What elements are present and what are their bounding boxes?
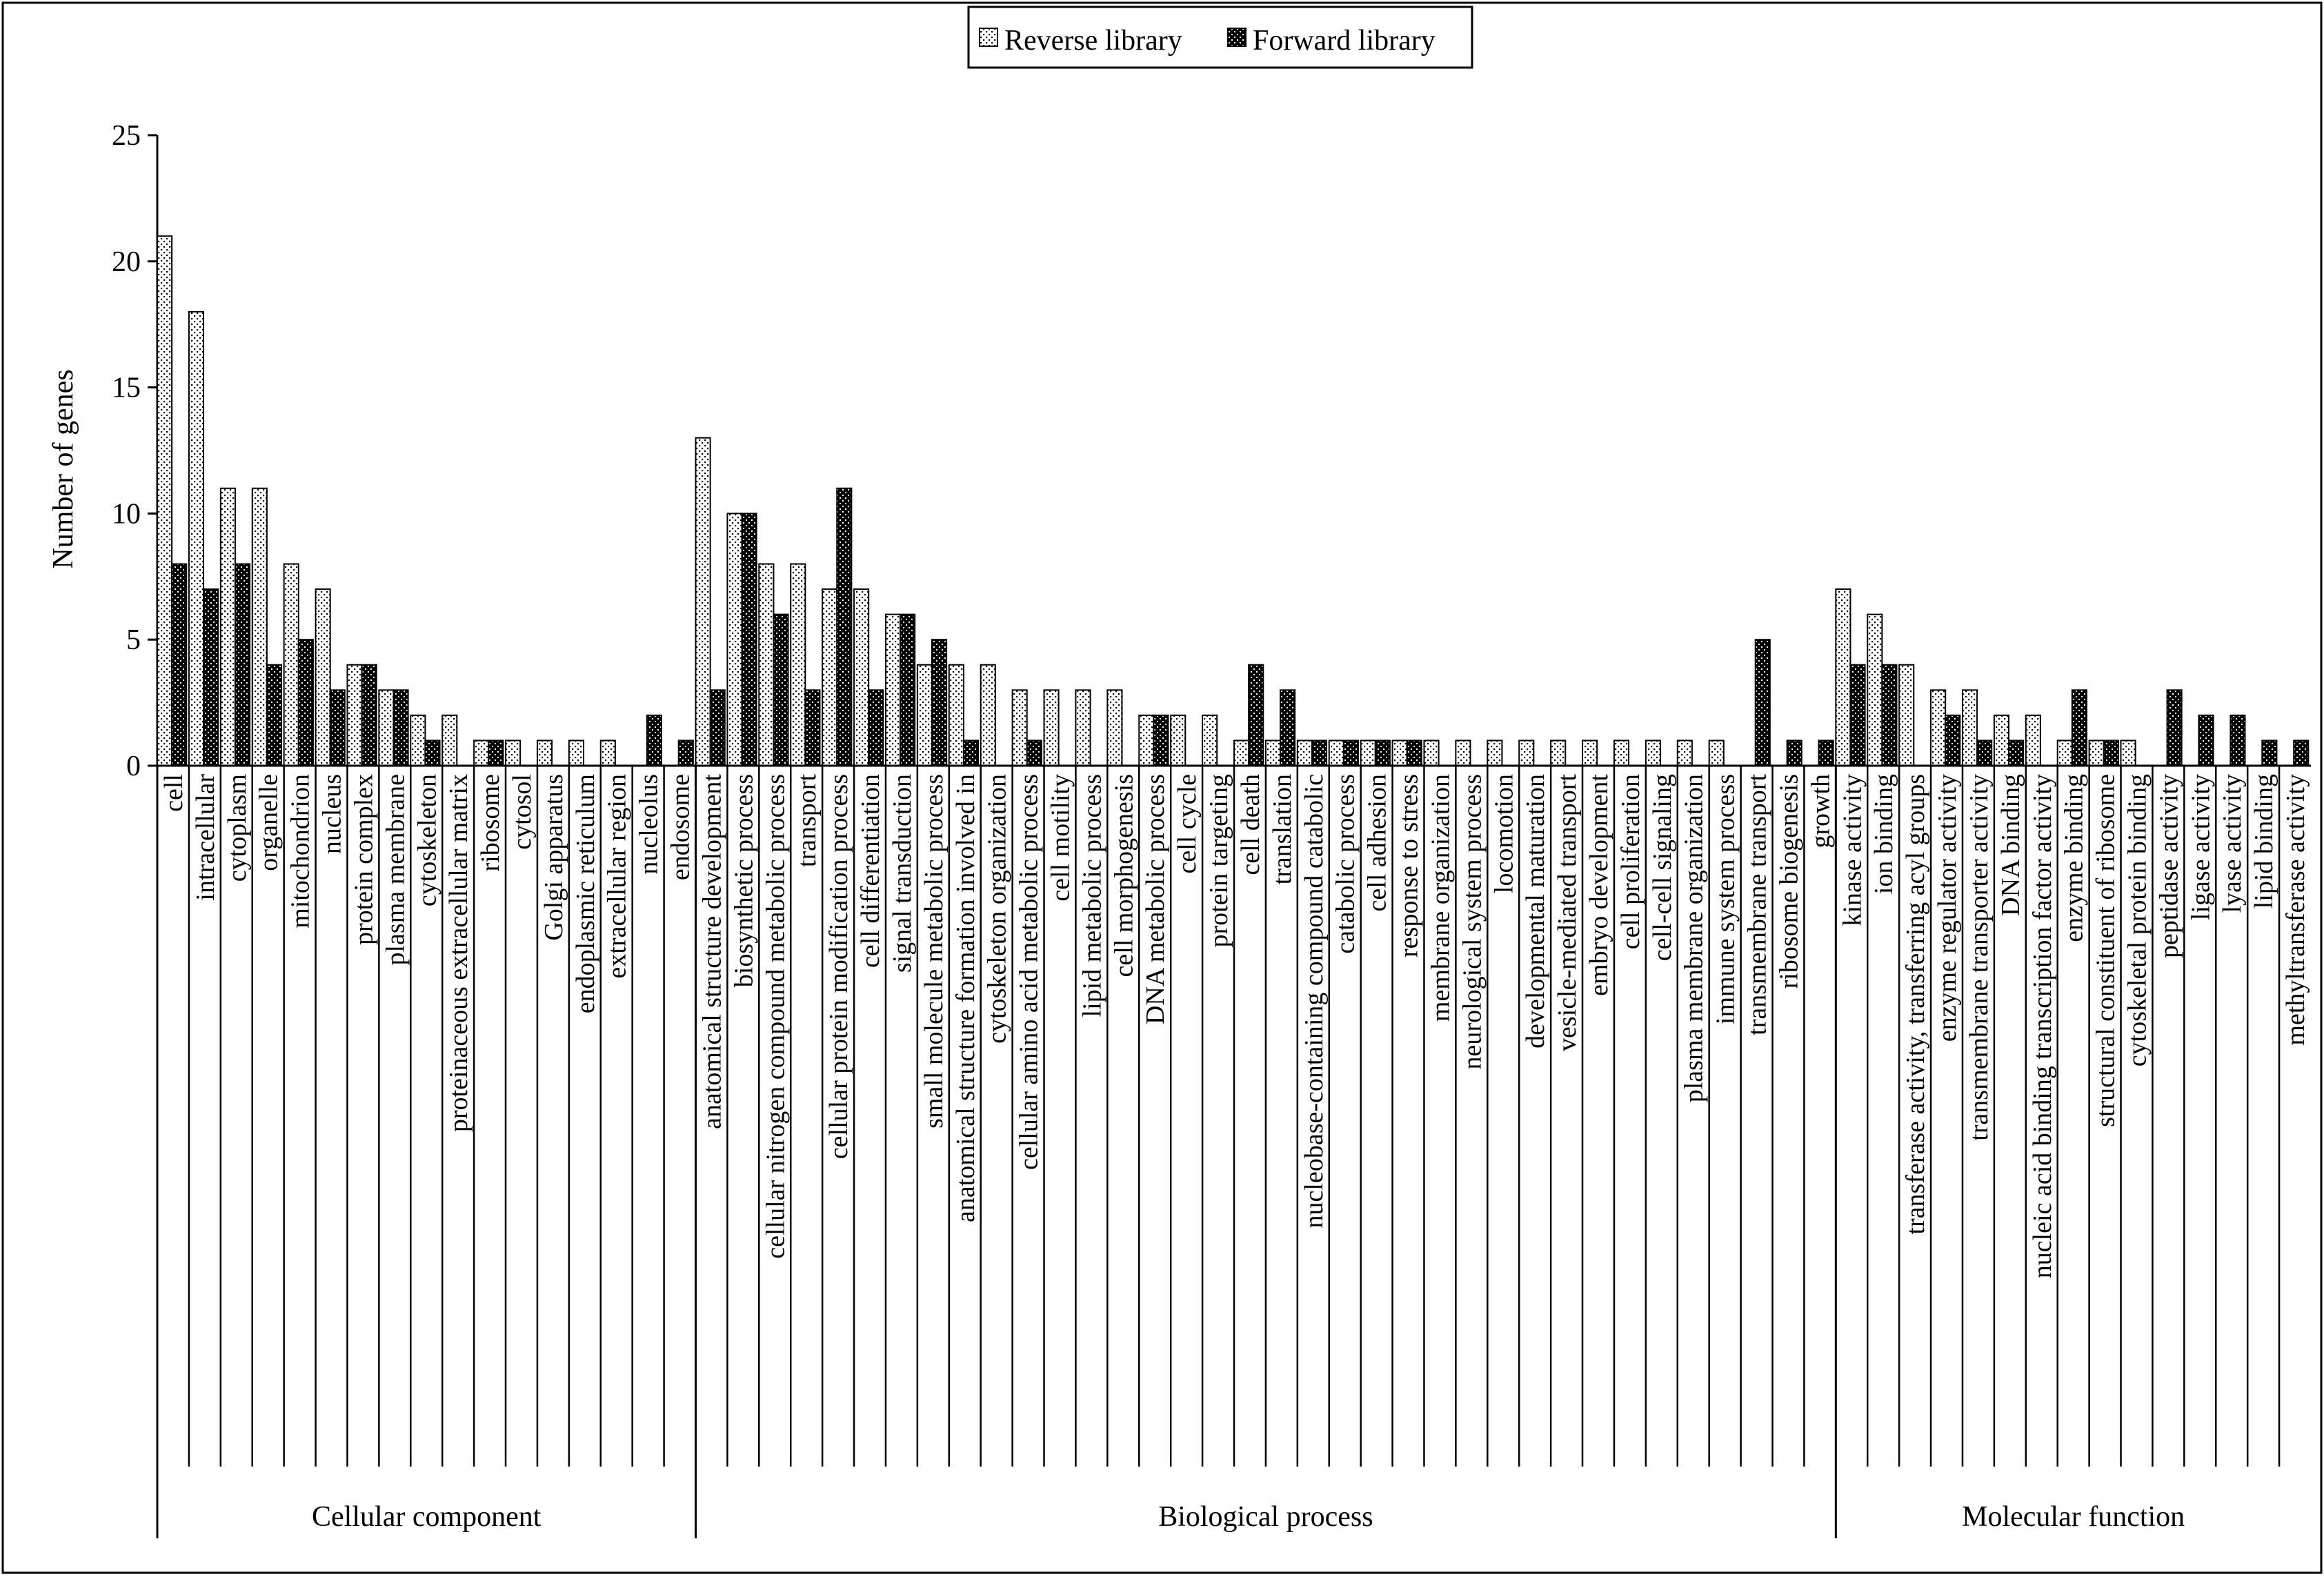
bar-reverse [1171, 715, 1185, 766]
legend-swatch-forward [1228, 28, 1246, 46]
category-label: cell-cell signaling [1647, 774, 1677, 962]
category-label: Golgi apparatus [539, 774, 568, 941]
category-label: organelle [254, 774, 284, 871]
bar-reverse [601, 740, 615, 766]
bar-reverse [791, 564, 805, 766]
bar-forward [362, 665, 377, 766]
bar-forward [1280, 690, 1295, 766]
bar-reverse [854, 589, 868, 766]
bar-forward [2262, 740, 2276, 766]
bar-reverse [1329, 740, 1344, 766]
category-label: cytoskeletal protein binding [2123, 774, 2152, 1067]
bar-reverse [347, 665, 361, 766]
y-tick-label: 25 [112, 120, 141, 152]
category-label: cytosol [507, 774, 537, 850]
category-label: growth [1806, 774, 1836, 848]
category-label: methyltransferase activity [2281, 774, 2311, 1046]
bar-forward [900, 615, 915, 766]
category-label: cell motility [1046, 774, 1075, 902]
category-label: cellular amino acid metabolic process [1014, 774, 1044, 1170]
category-label: lipid metabolic process [1077, 774, 1107, 1017]
category-label: DNA metabolic process [1141, 774, 1171, 1025]
bar-forward [172, 564, 186, 766]
bars [157, 236, 2308, 766]
category-label: proteinaceous extracellular matrix [444, 774, 474, 1133]
bar-forward [1312, 740, 1327, 766]
category-label: anatomical structure formation involved in [951, 774, 980, 1223]
bar-forward [868, 690, 883, 766]
legend-label-reverse: Reverse library [1004, 25, 1182, 57]
category-label: enzyme binding [2059, 774, 2089, 942]
bar-forward [964, 740, 978, 766]
bar-forward [1407, 740, 1422, 766]
category-label: cellular protein modification process [824, 774, 854, 1160]
bar-forward [711, 690, 725, 766]
bar-reverse [1202, 715, 1217, 766]
bar-reverse [822, 589, 837, 766]
bar-forward [1977, 740, 1992, 766]
bar-forward [235, 564, 250, 766]
category-label: protein complex [349, 774, 379, 945]
category-label: neurological system process [1458, 774, 1487, 1070]
category-label: anatomical structure development [697, 774, 727, 1129]
bar-forward [2009, 740, 2023, 766]
bar-forward [1344, 740, 1358, 766]
category-label: translation [1267, 774, 1297, 885]
bar-forward [1153, 715, 1168, 766]
bar-forward [1882, 665, 1896, 766]
category-label: transport [793, 774, 822, 868]
bar-reverse [1867, 615, 1882, 766]
y-tick-label: 15 [112, 372, 141, 404]
bar-reverse [2121, 740, 2136, 766]
bar-reverse [2026, 715, 2040, 766]
bar-reverse [189, 312, 203, 766]
category-label: cell proliferation [1616, 774, 1645, 950]
bar-reverse [696, 438, 711, 766]
category-label: nucleolus [634, 774, 664, 875]
category-label: cellular nitrogen compound metabolic process [761, 774, 791, 1259]
category-label: ion binding [1869, 774, 1899, 895]
bar-forward [2230, 715, 2245, 766]
bar-reverse [759, 564, 773, 766]
bar-forward [394, 690, 408, 766]
bar-reverse [1393, 740, 1407, 766]
category-label: ligase activity [2186, 774, 2216, 921]
bar-forward [837, 488, 851, 766]
bar-forward [1787, 740, 1802, 766]
category-label: endoplasmic reticulum [570, 774, 600, 1014]
category-label: peptidase activity [2154, 774, 2184, 958]
bar-forward [742, 513, 757, 766]
bar-reverse [1487, 740, 1502, 766]
bar-forward [299, 639, 313, 766]
bar-reverse [284, 564, 299, 766]
category-label: extracellular region [602, 774, 632, 979]
category-label: immune system process [1711, 774, 1740, 1025]
bar-reverse [1519, 740, 1533, 766]
legend-swatch-reverse [980, 28, 997, 46]
bar-reverse [1266, 740, 1280, 766]
category-label: ribosome biogenesis [1774, 774, 1804, 989]
bar-reverse [1582, 740, 1597, 766]
category-label: protein targeting [1204, 774, 1234, 948]
bar-reverse [1424, 740, 1438, 766]
y-axis [112, 120, 157, 1538]
bar-forward [2198, 715, 2213, 766]
bar-reverse [157, 236, 172, 766]
bar-reverse [1298, 740, 1312, 766]
bar-forward [2104, 740, 2118, 766]
category-label: cell [159, 774, 188, 812]
bar-reverse [1013, 690, 1027, 766]
bar-reverse [1456, 740, 1470, 766]
category-label: kinase activity [1838, 774, 1867, 926]
y-axis-label: Number of genes [48, 369, 79, 569]
category-label: cell morphogenesis [1109, 774, 1139, 977]
bar-reverse [1709, 740, 1724, 766]
group-label: Cellular component [312, 1501, 542, 1533]
bar-forward [805, 690, 820, 766]
bar-forward [1249, 665, 1263, 766]
category-label: vesicle-mediated transport [1553, 774, 1582, 1052]
bar-reverse [1361, 740, 1375, 766]
bar-forward [679, 740, 693, 766]
category-label: nucleobase-containing compound catabolic [1299, 774, 1329, 1229]
bar-forward [330, 690, 345, 766]
category-label: developmental maturation [1521, 774, 1551, 1049]
bar-forward [1027, 740, 1042, 766]
bar-forward [1945, 715, 1960, 766]
bar-forward [773, 615, 788, 766]
bar-forward [1850, 665, 1865, 766]
category-label: mitochondrion [286, 774, 315, 928]
bar-reverse [1551, 740, 1565, 766]
category-label: plasma membrane [381, 774, 410, 966]
category-label: lyase activity [2218, 774, 2247, 913]
bar-reverse [474, 740, 488, 766]
bar-forward [425, 740, 439, 766]
category-label: ribosome [476, 774, 506, 872]
bar-reverse [569, 740, 584, 766]
category-label: cytoskeleton organization [982, 774, 1012, 1044]
group-label: Biological process [1158, 1501, 1373, 1533]
bar-reverse [1963, 690, 1977, 766]
category-label: nucleus [317, 774, 347, 855]
y-tick-label: 5 [126, 624, 141, 657]
bar-reverse [537, 740, 552, 766]
bar-forward [2167, 690, 2182, 766]
bar-forward [267, 665, 281, 766]
category-label: cytoplasm [222, 774, 252, 882]
category-label: catabolic process [1331, 774, 1360, 954]
bar-reverse [981, 665, 995, 766]
category-label: cell differentiation [856, 774, 886, 969]
bar-forward [2294, 740, 2308, 766]
category-label: response to stress [1394, 774, 1424, 957]
bar-reverse [316, 589, 330, 766]
bar-reverse [1614, 740, 1629, 766]
bar-forward [647, 715, 662, 766]
category-label: plasma membrane organization [1679, 774, 1709, 1103]
bar-reverse [727, 513, 742, 766]
bar-reverse [410, 715, 425, 766]
bar-reverse [2058, 740, 2072, 766]
category-label: cell death [1235, 774, 1265, 875]
category-label: locomotion [1489, 774, 1519, 894]
bar-reverse [1044, 690, 1059, 766]
category-label: transmembrane transport [1742, 774, 1772, 1035]
category-label: transferase activity, transferring acyl groups [1901, 774, 1931, 1235]
bar-forward [2072, 690, 2087, 766]
bar-reverse [1075, 690, 1090, 766]
bar-reverse [1899, 665, 1914, 766]
y-tick-label: 0 [126, 751, 141, 782]
category-label: cytoskeleton [413, 774, 442, 907]
category-label: transmembrane transporter activity [1964, 774, 1994, 1141]
bar-forward [488, 740, 503, 766]
bar-forward [932, 639, 946, 766]
category-label: structural constituent of ribosome [2091, 774, 2121, 1127]
bar-reverse [1139, 715, 1153, 766]
bar-reverse [949, 665, 964, 766]
bar-reverse [506, 740, 520, 766]
category-label: DNA binding [1996, 774, 2025, 916]
category-label: small molecule metabolic process [919, 774, 949, 1129]
y-tick-label: 10 [112, 498, 141, 530]
category-label: embryo development [1584, 774, 1613, 996]
category-label: membrane organization [1426, 774, 1456, 1022]
category-label: endosome [666, 774, 695, 881]
bar-reverse [1994, 715, 2009, 766]
bar-reverse [1646, 740, 1660, 766]
category-label: lipid binding [2249, 774, 2279, 909]
bar-reverse [886, 615, 900, 766]
bar-reverse [1678, 740, 1692, 766]
category-label: cell cycle [1173, 774, 1202, 874]
y-tick-label: 20 [112, 246, 141, 278]
category-label: biosynthetic process [729, 774, 759, 988]
legend [969, 7, 1472, 68]
x-axis [157, 766, 2311, 1538]
bar-reverse [917, 665, 932, 766]
category-label: enzyme regulator activity [1933, 774, 1963, 1042]
bar-forward [1375, 740, 1390, 766]
bar-reverse [1836, 589, 1850, 766]
category-label: intracellular [190, 774, 220, 901]
bar-reverse [2089, 740, 2104, 766]
bar-reverse [221, 488, 235, 766]
bar-reverse [1234, 740, 1249, 766]
category-label: signal transduction [887, 774, 917, 973]
bar-forward [1756, 639, 1770, 766]
category-label: nucleic acid binding transcription factor activity [2027, 774, 2057, 1279]
bar-forward [1819, 740, 1834, 766]
legend-label-forward: Forward library [1253, 25, 1436, 57]
category-label: cell adhesion [1362, 774, 1392, 912]
bar-reverse [442, 715, 457, 766]
group-label: Molecular function [1962, 1501, 2185, 1533]
bar-reverse [1107, 690, 1122, 766]
bar-reverse [1931, 690, 1945, 766]
bar-reverse [379, 690, 393, 766]
bar-reverse [252, 488, 267, 766]
bar-forward [203, 589, 218, 766]
